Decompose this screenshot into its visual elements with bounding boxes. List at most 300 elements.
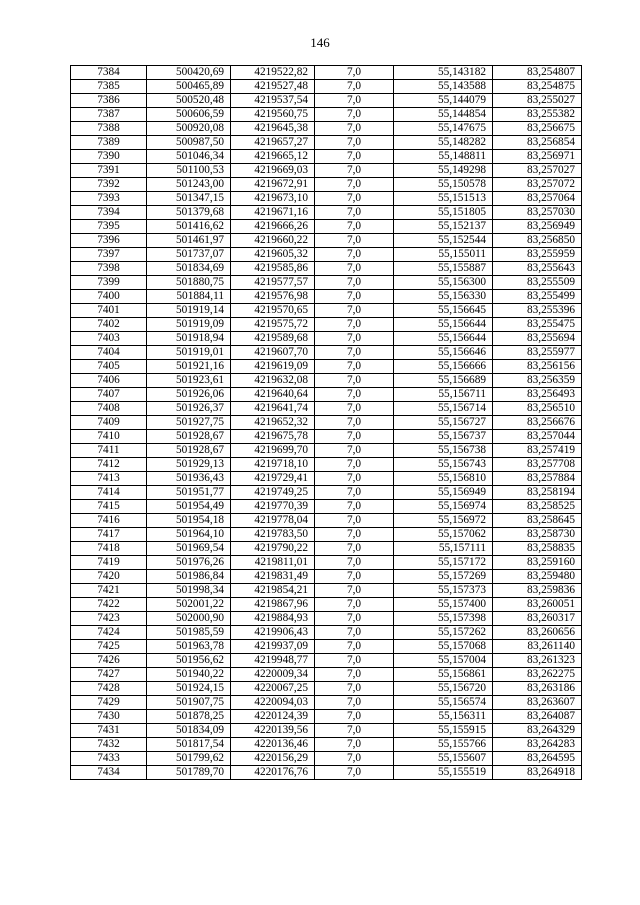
x-coordinate-cell: 501919,14 — [147, 304, 231, 318]
value-cell: 7,0 — [315, 766, 394, 780]
y-coordinate-cell: 4219854,21 — [231, 584, 315, 598]
x-coordinate-cell: 501927,75 — [147, 416, 231, 430]
y-coordinate-cell: 4219729,41 — [231, 472, 315, 486]
latitude-cell: 55,156711 — [394, 388, 493, 402]
longitude-cell: 83,255694 — [493, 332, 582, 346]
point-number-cell: 7426 — [71, 654, 147, 668]
point-number-cell: 7402 — [71, 318, 147, 332]
latitude-cell: 55,157004 — [394, 654, 493, 668]
y-coordinate-cell: 4220139,56 — [231, 724, 315, 738]
table-row — [71, 164, 582, 178]
y-coordinate-cell: 4219527,48 — [231, 80, 315, 94]
y-coordinate-cell: 4219884,93 — [231, 612, 315, 626]
x-coordinate-cell: 501046,34 — [147, 150, 231, 164]
value-cell: 7,0 — [315, 738, 394, 752]
latitude-cell: 55,157400 — [394, 598, 493, 612]
point-number-cell: 7410 — [71, 430, 147, 444]
x-coordinate-cell: 501928,67 — [147, 430, 231, 444]
table-row — [71, 416, 582, 430]
latitude-cell: 55,152137 — [394, 220, 493, 234]
point-number-cell: 7393 — [71, 192, 147, 206]
longitude-cell: 83,256676 — [493, 416, 582, 430]
latitude-cell: 55,157111 — [394, 542, 493, 556]
table-row — [71, 234, 582, 248]
latitude-cell: 55,156646 — [394, 346, 493, 360]
table-row — [71, 500, 582, 514]
x-coordinate-cell: 501940,22 — [147, 668, 231, 682]
x-coordinate-cell: 501799,62 — [147, 752, 231, 766]
table-row — [71, 682, 582, 696]
point-number-cell: 7427 — [71, 668, 147, 682]
y-coordinate-cell: 4219666,26 — [231, 220, 315, 234]
x-coordinate-cell: 501986,84 — [147, 570, 231, 584]
value-cell: 7,0 — [315, 94, 394, 108]
longitude-cell: 83,258730 — [493, 528, 582, 542]
longitude-cell: 83,263186 — [493, 682, 582, 696]
point-number-cell: 7395 — [71, 220, 147, 234]
point-number-cell: 7392 — [71, 178, 147, 192]
table-row — [71, 472, 582, 486]
table-row — [71, 458, 582, 472]
longitude-cell: 83,263607 — [493, 696, 582, 710]
latitude-cell: 55,156810 — [394, 472, 493, 486]
y-coordinate-cell: 4219937,09 — [231, 640, 315, 654]
value-cell: 7,0 — [315, 276, 394, 290]
y-coordinate-cell: 4219537,54 — [231, 94, 315, 108]
latitude-cell: 55,156738 — [394, 444, 493, 458]
table-row — [71, 444, 582, 458]
longitude-cell: 83,262275 — [493, 668, 582, 682]
value-cell: 7,0 — [315, 640, 394, 654]
table-row — [71, 766, 582, 780]
x-coordinate-cell: 501976,26 — [147, 556, 231, 570]
longitude-cell: 83,255499 — [493, 290, 582, 304]
y-coordinate-cell: 4220156,29 — [231, 752, 315, 766]
table-row — [71, 94, 582, 108]
longitude-cell: 83,257419 — [493, 444, 582, 458]
y-coordinate-cell: 4220176,76 — [231, 766, 315, 780]
value-cell: 7,0 — [315, 304, 394, 318]
x-coordinate-cell: 501954,18 — [147, 514, 231, 528]
y-coordinate-cell: 4219575,72 — [231, 318, 315, 332]
value-cell: 7,0 — [315, 514, 394, 528]
value-cell: 7,0 — [315, 374, 394, 388]
longitude-cell: 83,256493 — [493, 388, 582, 402]
table-row — [71, 248, 582, 262]
longitude-cell: 83,261323 — [493, 654, 582, 668]
latitude-cell: 55,156300 — [394, 276, 493, 290]
latitude-cell: 55,150578 — [394, 178, 493, 192]
x-coordinate-cell: 502000,90 — [147, 612, 231, 626]
longitude-cell: 83,261140 — [493, 640, 582, 654]
y-coordinate-cell: 4220009,34 — [231, 668, 315, 682]
y-coordinate-cell: 4219589,68 — [231, 332, 315, 346]
longitude-cell: 83,264918 — [493, 766, 582, 780]
x-coordinate-cell: 502001,22 — [147, 598, 231, 612]
table-row — [71, 360, 582, 374]
y-coordinate-cell: 4219607,70 — [231, 346, 315, 360]
y-coordinate-cell: 4219718,10 — [231, 458, 315, 472]
longitude-cell: 83,257884 — [493, 472, 582, 486]
x-coordinate-cell: 501919,09 — [147, 318, 231, 332]
longitude-cell: 83,255977 — [493, 346, 582, 360]
value-cell: 7,0 — [315, 458, 394, 472]
point-number-cell: 7400 — [71, 290, 147, 304]
x-coordinate-cell: 501243,00 — [147, 178, 231, 192]
page-number: 146 — [310, 35, 330, 50]
latitude-cell: 55,155766 — [394, 738, 493, 752]
y-coordinate-cell: 4219641,74 — [231, 402, 315, 416]
x-coordinate-cell: 501969,54 — [147, 542, 231, 556]
table-row — [71, 80, 582, 94]
longitude-cell: 83,256949 — [493, 220, 582, 234]
latitude-cell: 55,156949 — [394, 486, 493, 500]
table-row — [71, 346, 582, 360]
point-number-cell: 7397 — [71, 248, 147, 262]
value-cell: 7,0 — [315, 136, 394, 150]
value-cell: 7,0 — [315, 164, 394, 178]
longitude-cell: 83,256359 — [493, 374, 582, 388]
latitude-cell: 55,155887 — [394, 262, 493, 276]
y-coordinate-cell: 4219665,12 — [231, 150, 315, 164]
x-coordinate-cell: 501936,43 — [147, 472, 231, 486]
table-row — [71, 262, 582, 276]
table-row — [71, 136, 582, 150]
table-row — [71, 556, 582, 570]
point-number-cell: 7416 — [71, 514, 147, 528]
value-cell: 7,0 — [315, 416, 394, 430]
x-coordinate-cell: 501928,67 — [147, 444, 231, 458]
y-coordinate-cell: 4219906,43 — [231, 626, 315, 640]
y-coordinate-cell: 4219811,01 — [231, 556, 315, 570]
latitude-cell: 55,149298 — [394, 164, 493, 178]
x-coordinate-cell: 501379,68 — [147, 206, 231, 220]
latitude-cell: 55,157068 — [394, 640, 493, 654]
longitude-cell: 83,259160 — [493, 556, 582, 570]
point-number-cell: 7432 — [71, 738, 147, 752]
value-cell: 7,0 — [315, 402, 394, 416]
point-number-cell: 7408 — [71, 402, 147, 416]
latitude-cell: 55,151513 — [394, 192, 493, 206]
x-coordinate-cell: 500520,48 — [147, 94, 231, 108]
point-number-cell: 7396 — [71, 234, 147, 248]
value-cell: 7,0 — [315, 66, 394, 80]
point-number-cell: 7424 — [71, 626, 147, 640]
longitude-cell: 83,260317 — [493, 612, 582, 626]
latitude-cell: 55,157062 — [394, 528, 493, 542]
point-number-cell: 7434 — [71, 766, 147, 780]
latitude-cell: 55,157172 — [394, 556, 493, 570]
point-number-cell: 7421 — [71, 584, 147, 598]
table-row — [71, 206, 582, 220]
longitude-cell: 83,257072 — [493, 178, 582, 192]
latitude-cell: 55,156972 — [394, 514, 493, 528]
longitude-cell: 83,264283 — [493, 738, 582, 752]
point-number-cell: 7407 — [71, 388, 147, 402]
latitude-cell: 55,156727 — [394, 416, 493, 430]
table-row — [71, 654, 582, 668]
value-cell: 7,0 — [315, 220, 394, 234]
table-row — [71, 192, 582, 206]
x-coordinate-cell: 501907,75 — [147, 696, 231, 710]
y-coordinate-cell: 4219699,70 — [231, 444, 315, 458]
y-coordinate-cell: 4219831,49 — [231, 570, 315, 584]
value-cell: 7,0 — [315, 290, 394, 304]
value-cell: 7,0 — [315, 346, 394, 360]
latitude-cell: 55,156737 — [394, 430, 493, 444]
value-cell: 7,0 — [315, 696, 394, 710]
point-number-cell: 7384 — [71, 66, 147, 80]
table-row — [71, 388, 582, 402]
latitude-cell: 55,156645 — [394, 304, 493, 318]
point-number-cell: 7415 — [71, 500, 147, 514]
point-number-cell: 7406 — [71, 374, 147, 388]
coordinates-table — [70, 65, 582, 780]
longitude-cell: 83,264595 — [493, 752, 582, 766]
table-row — [71, 290, 582, 304]
latitude-cell: 55,156689 — [394, 374, 493, 388]
x-coordinate-cell: 501884,11 — [147, 290, 231, 304]
coordinates-table-body — [71, 66, 582, 780]
value-cell: 7,0 — [315, 332, 394, 346]
point-number-cell: 7388 — [71, 122, 147, 136]
latitude-cell: 55,144854 — [394, 108, 493, 122]
y-coordinate-cell: 4220124,39 — [231, 710, 315, 724]
x-coordinate-cell: 501416,62 — [147, 220, 231, 234]
y-coordinate-cell: 4220136,46 — [231, 738, 315, 752]
longitude-cell: 83,260051 — [493, 598, 582, 612]
table-row — [71, 738, 582, 752]
latitude-cell: 55,148811 — [394, 150, 493, 164]
point-number-cell: 7433 — [71, 752, 147, 766]
latitude-cell: 55,156743 — [394, 458, 493, 472]
y-coordinate-cell: 4219576,98 — [231, 290, 315, 304]
point-number-cell: 7422 — [71, 598, 147, 612]
x-coordinate-cell: 500420,69 — [147, 66, 231, 80]
latitude-cell: 55,156861 — [394, 668, 493, 682]
x-coordinate-cell: 501924,15 — [147, 682, 231, 696]
longitude-cell: 83,254807 — [493, 66, 582, 80]
latitude-cell: 55,156720 — [394, 682, 493, 696]
latitude-cell: 55,156714 — [394, 402, 493, 416]
value-cell: 7,0 — [315, 710, 394, 724]
value-cell: 7,0 — [315, 668, 394, 682]
value-cell: 7,0 — [315, 626, 394, 640]
x-coordinate-cell: 500606,59 — [147, 108, 231, 122]
x-coordinate-cell: 501100,53 — [147, 164, 231, 178]
table-row — [71, 626, 582, 640]
y-coordinate-cell: 4219605,32 — [231, 248, 315, 262]
point-number-cell: 7391 — [71, 164, 147, 178]
x-coordinate-cell: 501737,07 — [147, 248, 231, 262]
latitude-cell: 55,157262 — [394, 626, 493, 640]
point-number-cell: 7390 — [71, 150, 147, 164]
longitude-cell: 83,256510 — [493, 402, 582, 416]
value-cell: 7,0 — [315, 80, 394, 94]
longitude-cell: 83,255382 — [493, 108, 582, 122]
value-cell: 7,0 — [315, 528, 394, 542]
table-row — [71, 570, 582, 584]
y-coordinate-cell: 4219652,32 — [231, 416, 315, 430]
y-coordinate-cell: 4219645,38 — [231, 122, 315, 136]
table-row — [71, 724, 582, 738]
x-coordinate-cell: 501923,61 — [147, 374, 231, 388]
y-coordinate-cell: 4219585,86 — [231, 262, 315, 276]
point-number-cell: 7398 — [71, 262, 147, 276]
value-cell: 7,0 — [315, 752, 394, 766]
longitude-cell: 83,258525 — [493, 500, 582, 514]
latitude-cell: 55,143182 — [394, 66, 493, 80]
point-number-cell: 7411 — [71, 444, 147, 458]
latitude-cell: 55,143588 — [394, 80, 493, 94]
value-cell: 7,0 — [315, 262, 394, 276]
point-number-cell: 7418 — [71, 542, 147, 556]
longitude-cell: 83,264087 — [493, 710, 582, 724]
table-row — [71, 304, 582, 318]
y-coordinate-cell: 4219948,77 — [231, 654, 315, 668]
value-cell: 7,0 — [315, 178, 394, 192]
latitude-cell: 55,151805 — [394, 206, 493, 220]
x-coordinate-cell: 501461,97 — [147, 234, 231, 248]
y-coordinate-cell: 4219570,65 — [231, 304, 315, 318]
x-coordinate-cell: 500920,08 — [147, 122, 231, 136]
longitude-cell: 83,255643 — [493, 262, 582, 276]
x-coordinate-cell: 500465,89 — [147, 80, 231, 94]
longitude-cell: 83,257027 — [493, 164, 582, 178]
table-row — [71, 640, 582, 654]
table-row — [71, 66, 582, 80]
table-row — [71, 374, 582, 388]
y-coordinate-cell: 4219671,16 — [231, 206, 315, 220]
x-coordinate-cell: 501789,70 — [147, 766, 231, 780]
latitude-cell: 55,157398 — [394, 612, 493, 626]
value-cell: 7,0 — [315, 654, 394, 668]
latitude-cell: 55,156311 — [394, 710, 493, 724]
point-number-cell: 7423 — [71, 612, 147, 626]
latitude-cell: 55,155011 — [394, 248, 493, 262]
point-number-cell: 7403 — [71, 332, 147, 346]
y-coordinate-cell: 4219632,08 — [231, 374, 315, 388]
longitude-cell: 83,257044 — [493, 430, 582, 444]
point-number-cell: 7387 — [71, 108, 147, 122]
table-row — [71, 318, 582, 332]
value-cell: 7,0 — [315, 500, 394, 514]
longitude-cell: 83,255027 — [493, 94, 582, 108]
table-row — [71, 668, 582, 682]
point-number-cell: 7394 — [71, 206, 147, 220]
latitude-cell: 55,147675 — [394, 122, 493, 136]
table-row — [71, 696, 582, 710]
longitude-cell: 83,255396 — [493, 304, 582, 318]
value-cell: 7,0 — [315, 150, 394, 164]
value-cell: 7,0 — [315, 388, 394, 402]
point-number-cell: 7385 — [71, 80, 147, 94]
value-cell: 7,0 — [315, 584, 394, 598]
longitude-cell: 83,256850 — [493, 234, 582, 248]
y-coordinate-cell: 4219560,75 — [231, 108, 315, 122]
point-number-cell: 7428 — [71, 682, 147, 696]
table-row — [71, 220, 582, 234]
longitude-cell: 83,255509 — [493, 276, 582, 290]
value-cell: 7,0 — [315, 472, 394, 486]
longitude-cell: 83,255475 — [493, 318, 582, 332]
value-cell: 7,0 — [315, 192, 394, 206]
table-row — [71, 612, 582, 626]
point-number-cell: 7420 — [71, 570, 147, 584]
latitude-cell: 55,155607 — [394, 752, 493, 766]
x-coordinate-cell: 501954,49 — [147, 500, 231, 514]
latitude-cell: 55,157373 — [394, 584, 493, 598]
table-row — [71, 752, 582, 766]
x-coordinate-cell: 501880,75 — [147, 276, 231, 290]
value-cell: 7,0 — [315, 318, 394, 332]
x-coordinate-cell: 501951,77 — [147, 486, 231, 500]
y-coordinate-cell: 4219673,10 — [231, 192, 315, 206]
x-coordinate-cell: 501921,16 — [147, 360, 231, 374]
value-cell: 7,0 — [315, 724, 394, 738]
x-coordinate-cell: 501834,69 — [147, 262, 231, 276]
longitude-cell: 83,258835 — [493, 542, 582, 556]
longitude-cell: 83,256675 — [493, 122, 582, 136]
longitude-cell: 83,255959 — [493, 248, 582, 262]
value-cell: 7,0 — [315, 444, 394, 458]
value-cell: 7,0 — [315, 570, 394, 584]
longitude-cell: 83,257064 — [493, 192, 582, 206]
point-number-cell: 7412 — [71, 458, 147, 472]
table-row — [71, 276, 582, 290]
y-coordinate-cell: 4219522,82 — [231, 66, 315, 80]
point-number-cell: 7405 — [71, 360, 147, 374]
value-cell: 7,0 — [315, 682, 394, 696]
value-cell: 7,0 — [315, 556, 394, 570]
x-coordinate-cell: 500987,50 — [147, 136, 231, 150]
x-coordinate-cell: 501929,13 — [147, 458, 231, 472]
point-number-cell: 7425 — [71, 640, 147, 654]
table-row — [71, 486, 582, 500]
table-row — [71, 430, 582, 444]
table-row — [71, 150, 582, 164]
latitude-cell: 55,144079 — [394, 94, 493, 108]
value-cell: 7,0 — [315, 486, 394, 500]
point-number-cell: 7429 — [71, 696, 147, 710]
point-number-cell: 7413 — [71, 472, 147, 486]
point-number-cell: 7399 — [71, 276, 147, 290]
latitude-cell: 55,156330 — [394, 290, 493, 304]
point-number-cell: 7431 — [71, 724, 147, 738]
table-row — [71, 514, 582, 528]
longitude-cell: 83,257708 — [493, 458, 582, 472]
latitude-cell: 55,155915 — [394, 724, 493, 738]
x-coordinate-cell: 501926,37 — [147, 402, 231, 416]
longitude-cell: 83,256156 — [493, 360, 582, 374]
y-coordinate-cell: 4219749,25 — [231, 486, 315, 500]
value-cell: 7,0 — [315, 430, 394, 444]
longitude-cell: 83,260656 — [493, 626, 582, 640]
y-coordinate-cell: 4219770,39 — [231, 500, 315, 514]
y-coordinate-cell: 4219669,03 — [231, 164, 315, 178]
x-coordinate-cell: 501347,15 — [147, 192, 231, 206]
value-cell: 7,0 — [315, 122, 394, 136]
value-cell: 7,0 — [315, 612, 394, 626]
table-row — [71, 598, 582, 612]
table-row — [71, 332, 582, 346]
latitude-cell: 55,155519 — [394, 766, 493, 780]
longitude-cell: 83,259480 — [493, 570, 582, 584]
table-row — [71, 542, 582, 556]
latitude-cell: 55,157269 — [394, 570, 493, 584]
x-coordinate-cell: 501956,62 — [147, 654, 231, 668]
table-row — [71, 122, 582, 136]
